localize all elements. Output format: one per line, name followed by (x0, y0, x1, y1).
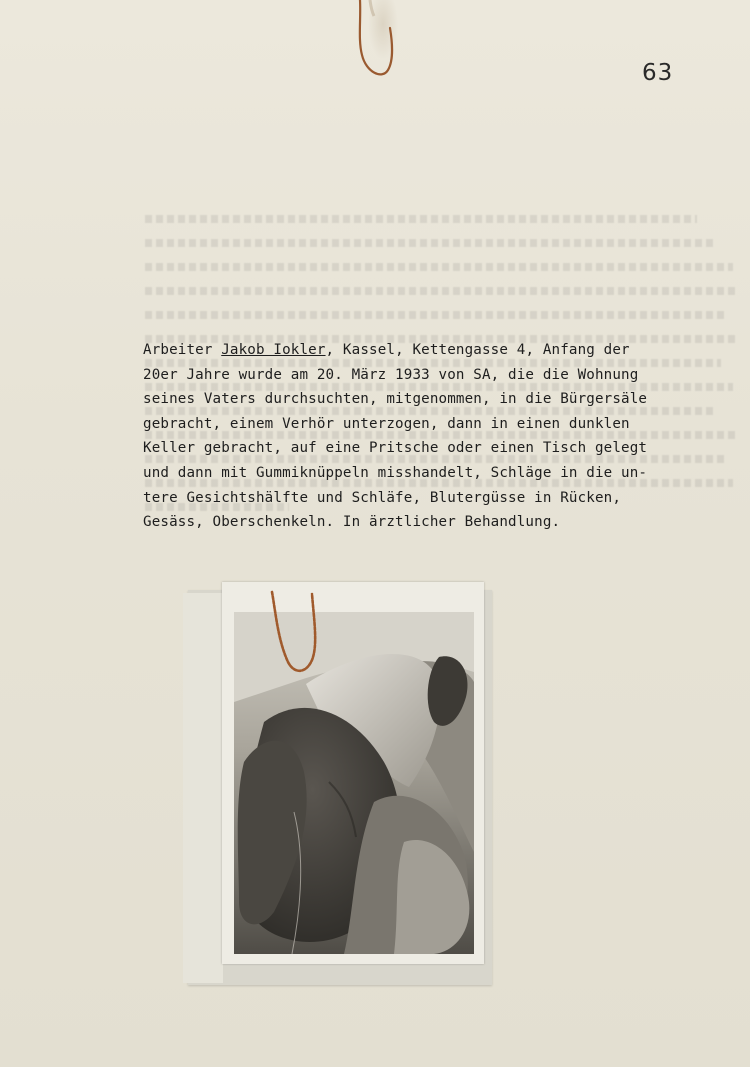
text-line-6: und dann mit Gummiknüppeln misshandelt, Schläge in die un- (143, 464, 648, 481)
text-line-1: , Kassel, Kettengasse 4, Anfang der (325, 342, 630, 358)
text-line-2: 20er Jahre wurde am 20. März 1933 von SA, die die Wohnung (143, 366, 639, 383)
photo-mount-tab (183, 593, 223, 983)
text-line-3: seines Vaters durchsuchten, mitgenommen, in die Bürgersäle (143, 391, 648, 408)
person-name: Jakob Iokler (221, 342, 326, 358)
typed-paragraph (143, 338, 743, 535)
text-line-4: gebracht, einem Verhör unterzogen, dann in einen dunklen (143, 415, 630, 432)
page-number: 63 (642, 60, 674, 86)
text-line-8: Gesäss, Oberschenkeln. In ärztlicher Behandlung. (143, 514, 561, 531)
text-prefix: Arbeiter (143, 342, 222, 358)
binding-thread (352, 0, 402, 85)
text-line-7: tere Gesichtshälfte und Schläfe, Blutergüsse in Rücken, (143, 489, 622, 506)
photo-thread (266, 590, 326, 680)
text-line-5: Keller gebracht, auf eine Pritsche oder einen Tisch gelegt (143, 440, 648, 457)
